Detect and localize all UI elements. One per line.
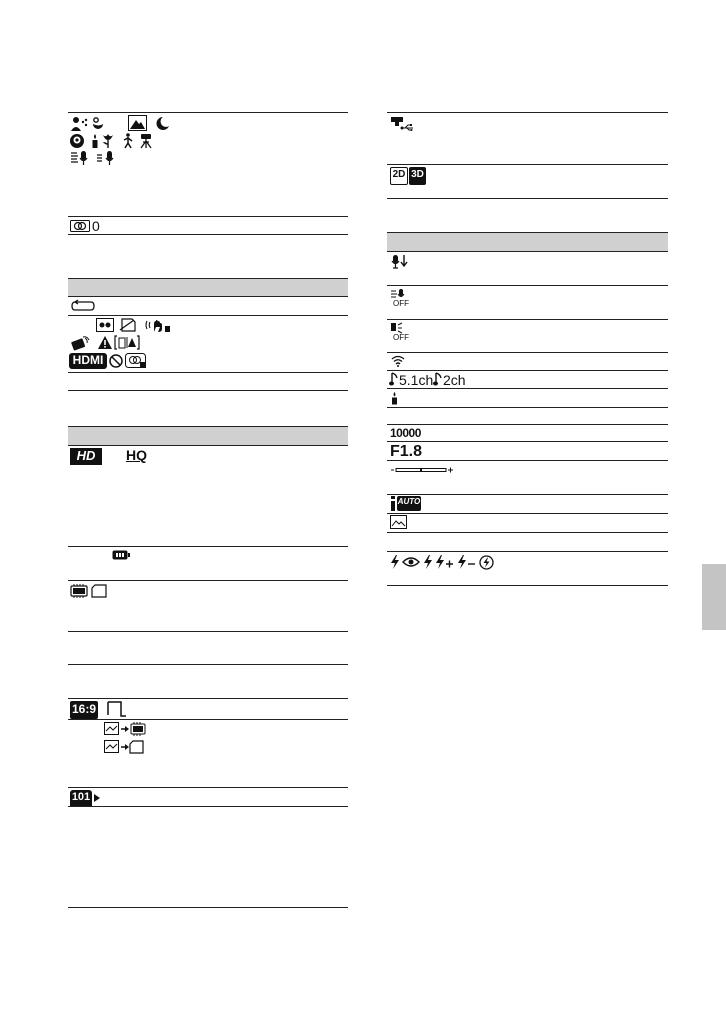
- rule: [68, 806, 348, 807]
- tripod-icon: [139, 133, 153, 149]
- flash-disabled-icon: [479, 555, 494, 570]
- rule: [387, 232, 668, 233]
- rule: [387, 198, 668, 199]
- rule: [68, 664, 348, 665]
- loop-icon: [70, 299, 96, 313]
- 2d-label: 2D: [392, 169, 406, 180]
- stabilizer-icon: [145, 318, 171, 333]
- 2d-mode-icon: [390, 167, 408, 185]
- sports-scene-icon: [91, 117, 107, 131]
- section-header-shade: [387, 233, 668, 251]
- hq-icon: [126, 448, 147, 462]
- folder-number-icon: [70, 790, 92, 807]
- 3d-mode-icon: [409, 167, 426, 185]
- rule: [387, 285, 668, 286]
- wind-noise-off-icon: [390, 289, 412, 307]
- red-eye-icon: [402, 556, 420, 568]
- shutter-speed-value: 10000: [390, 426, 421, 440]
- rule: [68, 426, 348, 427]
- rule: [68, 278, 348, 279]
- intelligent-auto-i-icon: [390, 496, 397, 511]
- rule: [68, 719, 348, 720]
- baby-icon: [69, 133, 85, 149]
- rule: [387, 370, 668, 371]
- rule: [387, 460, 668, 461]
- counter-value: 0: [92, 218, 100, 234]
- aperture-value: F1.8: [390, 443, 423, 460]
- 3d-label: 3D: [411, 169, 424, 180]
- flash-off-icon: [390, 323, 412, 341]
- flash-minus-icon: [457, 555, 477, 569]
- rule: [387, 388, 668, 389]
- rule: [68, 234, 348, 235]
- prohibited-icon: [109, 354, 123, 368]
- card-warning-icon: [114, 335, 140, 350]
- rule: [387, 164, 668, 165]
- low-light-icon: [391, 391, 398, 405]
- audio-stereo-label: 2ch: [443, 372, 466, 388]
- card-error-icon: [119, 318, 137, 332]
- rule: [68, 907, 348, 908]
- rule: [387, 424, 668, 425]
- hd-label: HD: [76, 448, 96, 463]
- dual-record-icon: [70, 220, 90, 232]
- flash-forced-icon: [423, 555, 433, 569]
- rule: [387, 551, 668, 552]
- rule: [387, 112, 668, 113]
- rule: [68, 296, 348, 297]
- rule: [68, 631, 348, 632]
- hdmi-icon: [69, 353, 107, 369]
- rule: [387, 407, 668, 408]
- rule: [68, 315, 348, 316]
- hd-quality-icon: [70, 448, 102, 465]
- copy-to-internal-icon: [104, 722, 146, 736]
- macro-flower-icon: [101, 133, 115, 149]
- rule: [68, 216, 348, 217]
- warning-icon: [97, 335, 113, 350]
- section-header-shade: [68, 279, 348, 296]
- flash-plus-icon: [435, 555, 455, 569]
- walking-person-icon: [122, 133, 134, 149]
- flash-icon: [390, 555, 400, 569]
- audio-surround-label: 5.1ch: [399, 372, 434, 388]
- rule: [68, 445, 348, 446]
- battery-icon: [112, 550, 130, 560]
- portrait-scene-icon: [70, 116, 90, 132]
- flash-off-label: OFF: [393, 333, 409, 342]
- intelligent-auto-icon: [397, 496, 421, 511]
- copy-to-card-icon: [104, 740, 144, 754]
- side-index-tab: [702, 564, 726, 630]
- rule: [68, 698, 348, 699]
- ratio-label: 16:9: [71, 702, 97, 716]
- wind-mic-reduced-icon: [96, 150, 116, 166]
- photo-icon: [390, 515, 407, 529]
- play-arrow-icon: [94, 794, 100, 802]
- flash-off-warning-icon: [96, 318, 114, 332]
- candle-icon: [91, 133, 99, 149]
- rule: [387, 441, 668, 442]
- wireless-icon: [391, 355, 405, 367]
- internal-memory-icon: [70, 584, 88, 598]
- hq-label: HQ: [126, 447, 147, 463]
- rule: [387, 532, 668, 533]
- auto-label: AUTO: [397, 497, 421, 506]
- audio-stereo-icon: [433, 372, 443, 387]
- microphone-level-icon: [390, 254, 408, 270]
- exposure-scale-icon: [390, 465, 456, 475]
- rule: [387, 494, 668, 495]
- rule: [68, 112, 348, 113]
- rule: [68, 372, 348, 373]
- dual-record-warning-icon: [125, 353, 147, 369]
- rule: [387, 352, 668, 353]
- rule: [387, 319, 668, 320]
- hdmi-label: HDMI: [72, 353, 104, 367]
- image-size-icon: [107, 701, 127, 717]
- usb-icon: [390, 116, 414, 132]
- section-header-shade: [68, 427, 348, 445]
- night-scene-icon: [156, 116, 170, 131]
- memory-card-icon: [91, 584, 107, 598]
- rule: [68, 390, 348, 391]
- rule: [387, 585, 668, 586]
- wind-off-label: OFF: [393, 299, 409, 308]
- landscape-icon: [128, 115, 147, 131]
- audio-surround-icon: [389, 372, 399, 387]
- rule: [68, 580, 348, 581]
- rule: [68, 546, 348, 547]
- shake-warning-icon: [70, 336, 90, 350]
- folder-label: 101: [71, 791, 91, 803]
- rule: [387, 251, 668, 252]
- aspect-ratio-icon: [70, 701, 98, 719]
- rule: [387, 513, 668, 514]
- wind-mic-icon: [70, 150, 90, 166]
- rule: [68, 787, 348, 788]
